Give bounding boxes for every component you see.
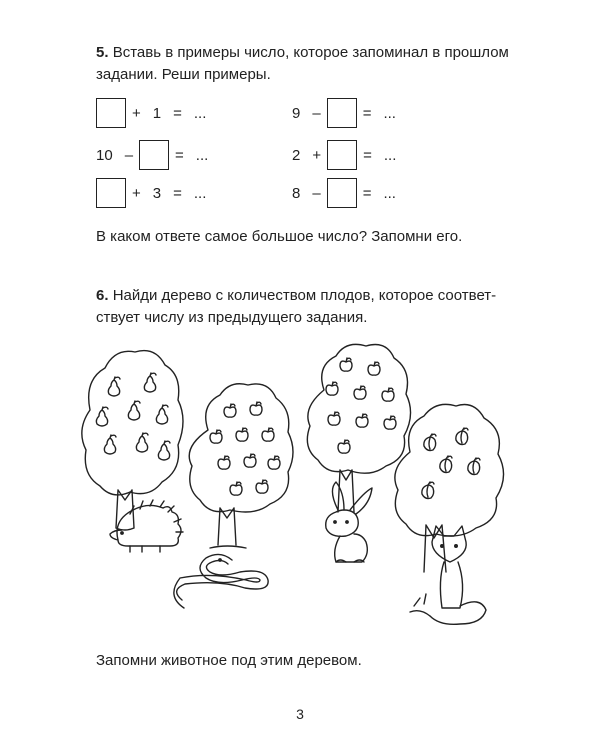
tree-crown (395, 404, 504, 536)
tree-plum[interactable] (395, 404, 504, 572)
rabbit-body (335, 534, 368, 562)
apple-fruit (236, 428, 248, 441)
pear-fruit (96, 407, 108, 426)
operand: 2 (292, 146, 301, 164)
apple-fruit (338, 440, 350, 453)
equation-4 (292, 139, 402, 171)
apple-fruits (210, 402, 280, 495)
pear-fruit (108, 377, 120, 396)
page-number: 3 (296, 706, 304, 722)
result-placeholder: ... (383, 146, 397, 164)
pear-fruits (96, 373, 170, 460)
fox-tail (430, 602, 486, 625)
apple-fruit (250, 402, 262, 415)
answer-box[interactable] (327, 140, 357, 170)
apple-fruit (340, 358, 352, 371)
apple-fruits (326, 358, 396, 453)
operand: 10 (96, 146, 113, 164)
apple-fruit (384, 416, 396, 429)
apple-fruit (218, 456, 230, 469)
equation-2 (292, 97, 402, 129)
hedgehog-face (110, 530, 122, 540)
equals-sign: = (175, 146, 184, 164)
plum-fruit (424, 434, 436, 451)
hedgehog[interactable] (110, 500, 183, 552)
fox-head (432, 526, 466, 562)
rabbit-head (326, 510, 359, 536)
plum-fruit (422, 482, 434, 499)
answer-box[interactable] (139, 140, 169, 170)
pear-fruit (128, 401, 140, 420)
result-placeholder: ... (383, 104, 396, 122)
result-placeholder: ... (193, 184, 207, 202)
snake-body (177, 560, 268, 600)
task6-instruction (96, 285, 496, 329)
equals-sign: = (362, 104, 372, 122)
task5-instruction-line2: задании. Реши примеры. (96, 66, 271, 83)
equals-sign: = (173, 184, 182, 202)
tree-crown (307, 344, 410, 473)
apple-fruit (356, 414, 368, 427)
pear-fruit (136, 433, 148, 452)
operand: 3 (152, 184, 162, 202)
apple-fruit (244, 454, 256, 467)
operator: – (124, 146, 134, 164)
equals-sign: = (363, 146, 372, 164)
operand: 8 (292, 184, 301, 202)
answer-box[interactable] (96, 98, 126, 128)
apple-fruit (328, 412, 340, 425)
hedgehog-body (117, 505, 181, 546)
operand: 9 (292, 104, 301, 122)
apple-fruit (354, 386, 366, 399)
equation-1 (96, 97, 212, 129)
apple-fruit (210, 430, 222, 443)
pear-fruit (156, 405, 168, 424)
task5-instruction (96, 42, 509, 86)
plum-fruit (440, 456, 452, 473)
tree-trunk (210, 508, 246, 548)
task5-instruction-line1: Вставь в примеры число, которое запоминал в прошлом (112, 44, 509, 61)
fox-body (440, 562, 462, 608)
trees-illustration (70, 340, 510, 630)
pear-fruit (104, 435, 116, 454)
plum-fruit (468, 458, 480, 475)
plum-fruit (456, 428, 468, 445)
equation-5 (96, 177, 212, 209)
operand: 1 (152, 104, 162, 122)
operator: + (132, 104, 141, 122)
pear-fruit (158, 441, 170, 460)
fox[interactable] (410, 526, 486, 624)
rabbit[interactable] (326, 482, 372, 562)
answer-box[interactable] (327, 178, 357, 208)
apple-fruit (230, 482, 242, 495)
task6-instruction-line2: ствует числу из предыдущего задания. (96, 309, 368, 326)
apple-fruit (368, 362, 380, 375)
apple-fruit (382, 388, 394, 401)
tree-apple-1[interactable] (189, 384, 293, 548)
task6-number: 6. (96, 287, 109, 304)
tree-apple-2[interactable] (307, 344, 410, 512)
operator: – (312, 184, 321, 202)
equals-sign: = (173, 104, 182, 122)
equation-6 (292, 177, 402, 209)
equation-3 (96, 139, 214, 171)
result-placeholder: ... (195, 146, 209, 164)
result-placeholder: ... (383, 184, 396, 202)
apple-fruit (262, 428, 274, 441)
apple-fruit (326, 382, 338, 395)
plum-fruits (422, 428, 480, 499)
equals-sign: = (362, 184, 372, 202)
operator: – (312, 104, 321, 122)
snake[interactable] (174, 554, 268, 608)
task5-question: В каком ответе самое большое число? Запомни его. (96, 228, 463, 245)
task6-footer-instruction: Запомни животное под этим деревом. (96, 652, 362, 669)
task5-number: 5. (96, 44, 109, 61)
pear-fruit (144, 373, 156, 392)
operator: + (312, 146, 322, 164)
tree-pear[interactable] (82, 351, 183, 530)
apple-fruit (224, 404, 236, 417)
answer-box[interactable] (96, 178, 126, 208)
apple-fruit (256, 480, 268, 493)
operator: + (132, 184, 141, 202)
task6-instruction-line1: Найди дерево с количеством плодов, которое соответ- (112, 287, 497, 304)
apple-fruit (268, 456, 280, 469)
result-placeholder: ... (193, 104, 207, 122)
answer-box[interactable] (327, 98, 357, 128)
